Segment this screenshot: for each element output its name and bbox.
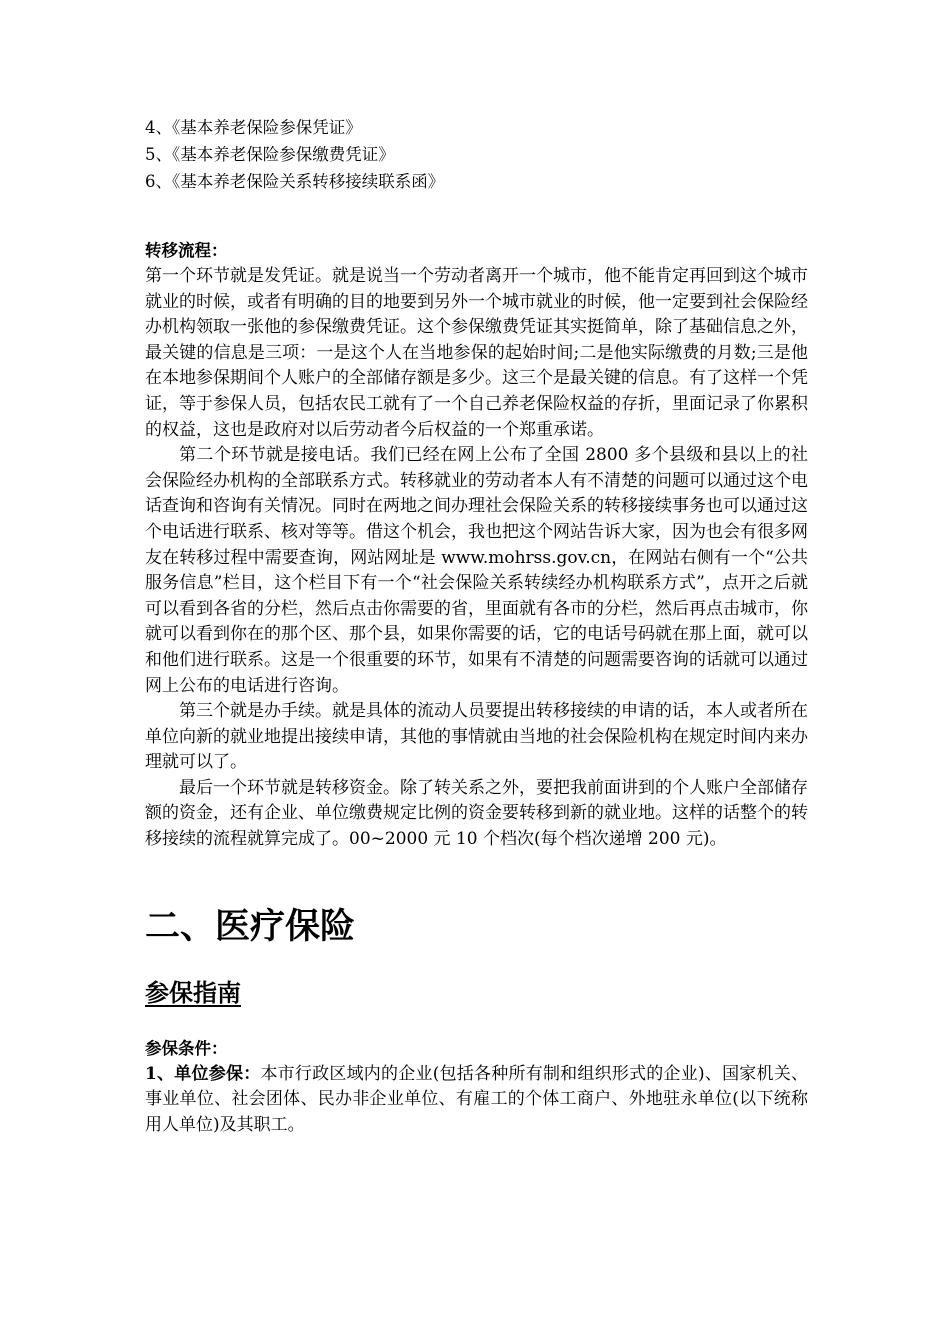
transfer-heading: 转移流程：: [145, 241, 228, 260]
medical-insurance-title: 二、医疗保险: [145, 906, 356, 947]
condition-item-1-label: 1、单位参保：: [145, 1063, 261, 1084]
enrollment-guide-subtitle: 参保指南: [145, 978, 241, 1007]
doc-list-item-4: 4、《基本养老保险参保凭证》: [145, 118, 362, 137]
transfer-step-2: 第二个环节就是接电话。我们已经在网上公布了全国 2800 多个县级和县以上的社会保险经办机构的全部联系方式。转移就业的劳动者本人有不清楚的问题可以通过这个电话查询和咨询有关情况。同时在两地之间办理社会保险关系的转移接续事务也可以通过这个电话进行联系、核对等等。借这个机会，我也把这个网站告诉大家，因为也会有很多网友在转移过程中需要查询，网站网址是 www.mohrss.gov.cn，在网站右侧有一个“公共服务信息”栏目，这个栏目下有一个“社会保险关系转续经办机构联系方式”，点开之后就可以看到各省的分栏，然后点击你需要的省，里面就有各市的分栏，然后再点击城市，你就可以看到你在的那个区、那个县，如果你需要的话，它的电话号码就在那上面，就可以和他们进行联系。这是一个很重要的环节，如果有不清楚的问题需要咨询的话就可以通过网上公布的电话进行咨询。: [145, 445, 808, 696]
condition-item-1: [145, 1062, 808, 1139]
condition-item-1-text: 本市行政区域内的企业(包括各种所有制和组织形式的企业)、国家机关、事业单位、社会团体、民办非企业单位、有雇工的个体工商户、外地驻永单位(以下统称用人单位)及其职工。: [145, 1063, 808, 1135]
doc-list-item-5: 5、《基本养老保险参保缴费凭证》: [145, 145, 395, 164]
transfer-step-4: 最后一个环节就是转移资金。除了转关系之外，要把我前面讲到的个人账户全部储存额的资金，还有企业、单位缴费规定比例的资金要转移到新的就业地。这样的话整个的转移接续的流程就算完成了。00~2000 元 10 个档次(每个档次递增 200 元)。: [145, 777, 808, 850]
conditions-heading: 参保条件：: [145, 1038, 228, 1058]
transfer-step-3: 第三个就是办手续。就是具体的流动人员要提出转移接续的申请的话，本人或者所在单位向新的就业地提出接续申请，其他的事情就由当地的社会保险机构在规定时间内来办理就可以了。: [145, 701, 808, 773]
transfer-step-1: 第一个环节就是发凭证。就是说当一个劳动者离开一个城市，他不能肯定再回到这个城市就业的时候，或者有明确的目的地要到另外一个城市就业的时候，他一定要到社会保险经办机构领取一张他的参保缴费凭证。这个参保缴费凭证其实挺简单，除了基础信息之外，最关键的信息是三项：一是这个人在当地参保的起始时间;二是他实际缴费的月数;三是他在本地参保期间个人账户的全部储存额是多少。这三个是最关键的信息。有了这样一个凭证，等于参保人员，包括农民工就有了一个自己养老保险权益的存折，里面记录了你累积的权益，这也是政府对以后劳动者今后权益的一个郑重承诺。: [145, 266, 808, 440]
doc-list-item-6: 6、《基本养老保险关系转移接续联系函》: [145, 172, 445, 191]
